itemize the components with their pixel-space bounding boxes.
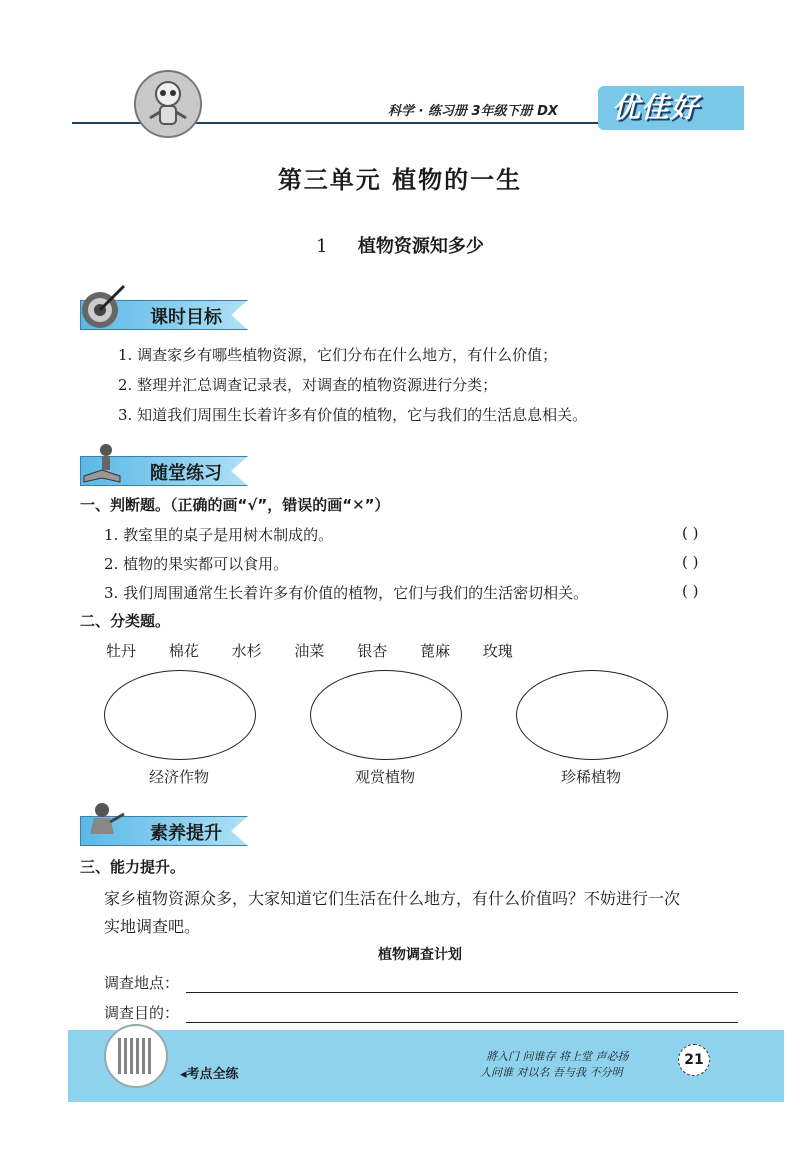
task-text: 实地调查吧。 (104, 917, 201, 936)
plant-word: 棉花 (168, 642, 199, 660)
footer-label: ◂考点全练 (180, 1067, 239, 1082)
field-label: 调查地点： (104, 974, 180, 992)
running-girl-icon (80, 800, 126, 846)
target-icon (80, 284, 126, 330)
answer-blank[interactable]: ( ) (682, 582, 699, 600)
plant-word: 水杉 (231, 642, 262, 660)
footer-motto: 人问谁 对以名 吾与我 不分明 (480, 1066, 623, 1079)
plant-word: 玫瑰 (482, 642, 513, 660)
category-oval-ornamental[interactable] (310, 670, 462, 760)
footer-motto: 將入门 问谁存 将上堂 声必扬 (486, 1050, 629, 1063)
qr-code-icon[interactable] (104, 1024, 168, 1088)
goal-item: 1. 调查家乡有哪些植物资源，它们分布在什么地方，有什么价值； (118, 346, 558, 364)
answer-blank[interactable]: ( ) (682, 524, 699, 542)
judge-item: 1. 教室里的桌子是用树木制成的。 (104, 526, 334, 544)
plan-title: 植物调查计划 (378, 947, 462, 963)
book-title: 科学 · 练习册 3年级下册 DX (388, 104, 558, 119)
purpose-input-line[interactable] (186, 1022, 738, 1023)
lesson-title (0, 232, 800, 258)
lesson-name: 植物资源知多少 (357, 236, 484, 257)
unit-title: 第三单元 植物的一生 (277, 165, 523, 194)
banner-label: 课时目标 (150, 307, 222, 328)
brand-logo: 优佳好 (612, 91, 700, 124)
section-banner-improve (80, 816, 250, 846)
reading-book-icon (80, 440, 126, 486)
task-text: 家乡植物资源众多，大家知道它们生活在什么地方，有什么价值吗？不妨进行一次 (104, 889, 681, 908)
question-heading: 二、分类题。 (80, 612, 171, 630)
question-heading: 一、判断题。（正确的画“√”，错误的画“✕”） (80, 496, 390, 514)
banner-label: 素养提升 (150, 823, 222, 844)
category-label: 珍稀植物 (560, 768, 621, 786)
mascot-robot-icon (134, 70, 202, 138)
judge-item: 2. 植物的果实都可以食用。 (104, 555, 289, 573)
plant-word: 银杏 (357, 642, 388, 660)
category-oval-rare[interactable] (516, 670, 668, 760)
answer-blank[interactable]: ( ) (682, 553, 699, 571)
category-label: 经济作物 (148, 768, 209, 786)
goal-item: 2. 整理并汇总调查记录表，对调查的植物资源进行分类； (118, 376, 498, 394)
lesson-number: 1 (316, 236, 328, 257)
banner-label: 随堂练习 (150, 463, 222, 484)
plant-word: 蓖麻 (419, 642, 450, 660)
section-banner-goals (80, 300, 250, 330)
question-heading: 三、能力提升。 (80, 858, 186, 876)
page-number: 21 (678, 1044, 710, 1076)
field-label: 调查目的： (104, 1004, 180, 1022)
section-banner-practice (80, 456, 250, 486)
goal-item: 3. 知道我们周围生长着许多有价值的植物，它与我们的生活息息相关。 (118, 406, 588, 424)
location-input-line[interactable] (186, 992, 738, 993)
plant-word: 牡丹 (106, 642, 137, 660)
judge-item: 3. 我们周围通常生长着许多有价值的植物，它们与我们的生活密切相关。 (104, 584, 589, 602)
category-oval-economic[interactable] (104, 670, 256, 760)
plant-word: 油菜 (294, 642, 325, 660)
footer-band (68, 1030, 784, 1102)
category-label: 观赏植物 (354, 768, 415, 786)
plant-word-list (106, 640, 541, 661)
